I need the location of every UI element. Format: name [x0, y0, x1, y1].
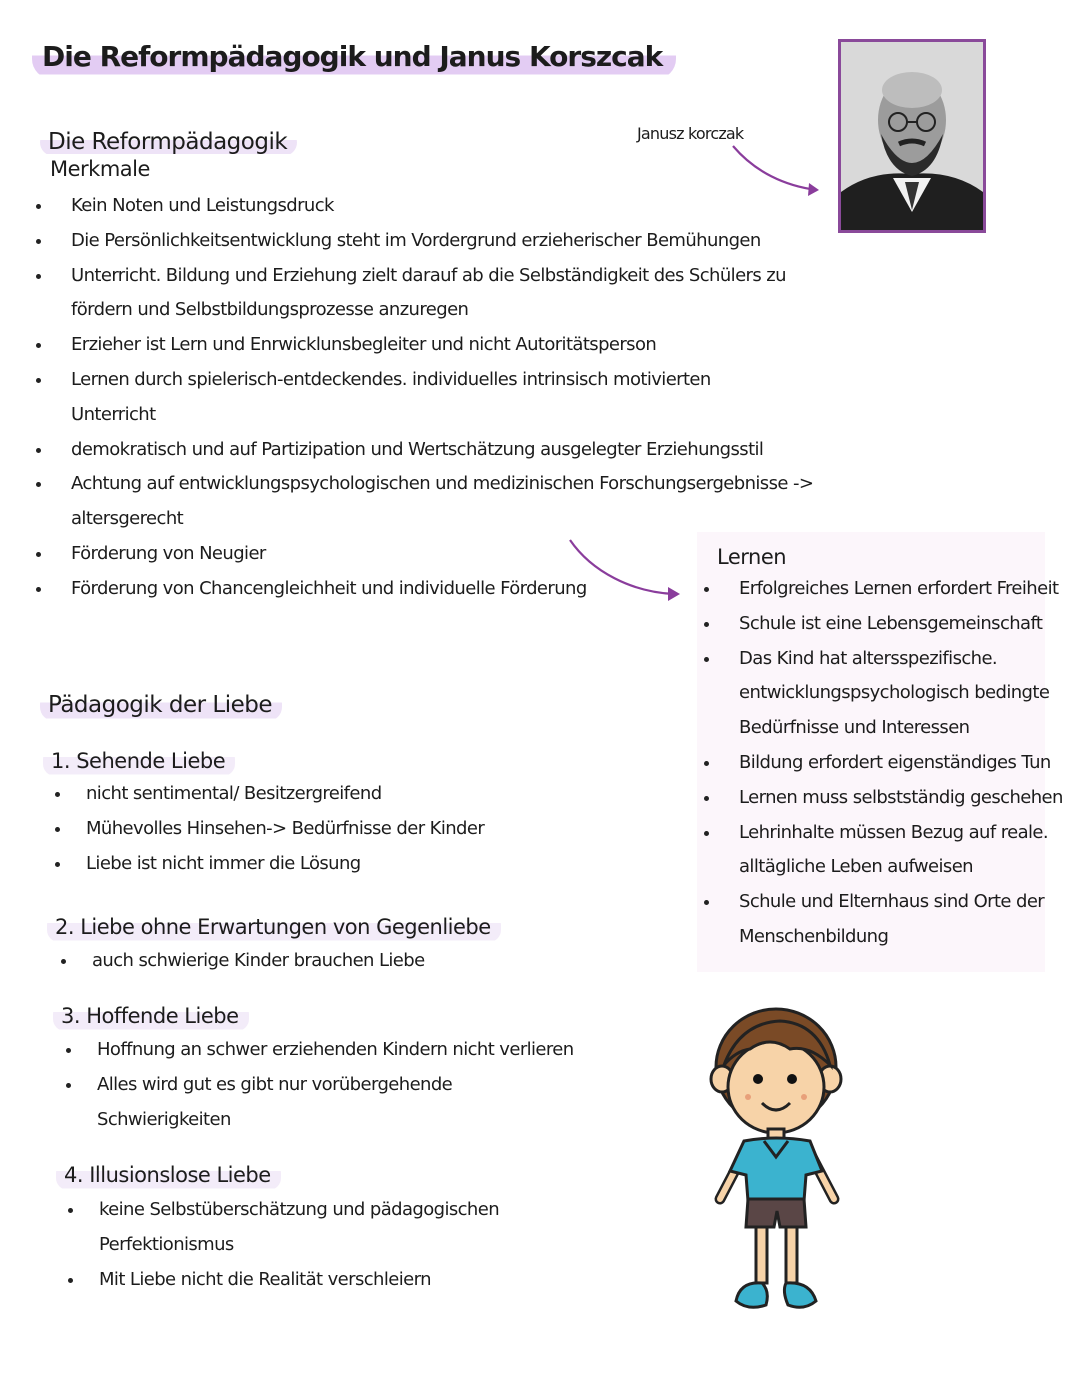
liebe-item — [97, 1068, 574, 1138]
lernen-item — [739, 816, 1063, 886]
lernen-item — [739, 572, 1063, 607]
photo-caption: Janusz korczak — [637, 124, 744, 143]
liebe-list-3 — [97, 1033, 574, 1137]
lernen-item — [739, 642, 1063, 746]
liebe-item — [99, 1263, 499, 1298]
boy-illustration-icon — [700, 1005, 860, 1325]
liebe-item — [86, 777, 484, 812]
liebe-item-text: Liebe ist nicht immer die Lösung — [86, 852, 361, 874]
liebe-section-2-title: 2. Liebe ohne Erwartungen von Gegenliebe — [47, 913, 501, 942]
reform-item — [71, 467, 813, 537]
lernen-item-text: Lernen muss selbstständig geschehen — [739, 786, 1063, 808]
page-title: Die Reformpädagogik und Janus Korszcak — [32, 36, 676, 79]
liebe-item-text: Schwierigkeiten — [97, 1108, 231, 1130]
reform-item — [71, 433, 813, 468]
reform-item-text: altersgerecht — [71, 508, 184, 530]
liebe-list-1 — [86, 777, 484, 881]
reform-item-text: Lernen durch spielerisch-entdeckendes. individuelles intrinsisch motivierten — [71, 368, 711, 390]
liebe-list-4 — [99, 1193, 499, 1297]
liebe-section-2 — [92, 944, 425, 979]
reform-item-text: Förderung von Neugier — [71, 542, 266, 564]
reform-item-text: fördern und Selbstbildungsprozesse anzuregen — [71, 299, 469, 321]
lernen-item — [739, 781, 1063, 816]
liebe-heading: Pädagogik der Liebe — [40, 690, 282, 721]
lernen-item-text: Bildung erfordert eigenständiges Tun — [739, 751, 1051, 773]
liebe-item-text: Mühevolles Hinsehen-> Bedürfnisse der Kinder — [86, 817, 485, 839]
reform-item-text: Unterricht — [71, 403, 156, 425]
liebe-item-text: keine Selbstüberschätzung und pädagogischen — [99, 1199, 500, 1220]
liebe-item-text: Mit Liebe nicht die Realität verschleiern — [99, 1268, 431, 1290]
reform-item-text: Achtung auf entwicklungspsychologischen und medizinischen Forschungsergebnisse -> — [71, 473, 814, 495]
lernen-item — [739, 746, 1063, 781]
lernen-item-text: Schule ist eine Lebensgemeinschaft — [739, 612, 1043, 634]
liebe-item-text: Hoffnung an schwer erziehenden Kindern nicht verlieren — [97, 1039, 574, 1060]
liebe-item-text: Perfektionismus — [99, 1233, 234, 1255]
liebe-item-text: Alles wird gut es gibt nur vorübergehende — [97, 1073, 453, 1095]
lernen-item-text: Erfolgreiches Lernen erfordert Freiheit — [739, 578, 1059, 599]
reform-item — [71, 189, 813, 224]
reform-item-text: demokratisch und auf Partizipation und Wertschätzung ausgelegter Erziehungsstil — [71, 438, 764, 460]
liebe-item — [86, 847, 484, 882]
reform-heading: Die Reformpädagogik — [40, 129, 297, 156]
reform-item — [71, 363, 813, 433]
reform-item — [71, 328, 813, 363]
liebe-item — [97, 1033, 574, 1068]
liebe-section-3 — [97, 1033, 574, 1137]
portrait-photo — [838, 39, 986, 233]
reform-item-text: Kein Noten und Leistungsdruck — [71, 195, 334, 216]
lernen-list-container — [739, 572, 1063, 955]
liebe-section-3-title: 3. Hoffende Liebe — [53, 1002, 249, 1031]
reform-item-text: Unterricht. Bildung und Erziehung zielt darauf ab die Selbständigkeit des Schülers zu — [71, 264, 786, 286]
portrait-icon — [841, 42, 983, 230]
reform-subheading: Merkmale — [50, 157, 150, 181]
lernen-item-text: Lehrinhalte müssen Bezug auf reale. — [739, 821, 1049, 843]
reform-item-text: Erzieher ist Lern und Enrwicklunsbegleiter und nicht Autoritätsperson — [71, 334, 657, 356]
liebe-list-2 — [92, 944, 425, 979]
lernen-list — [739, 572, 1063, 955]
lernen-item-text: Bedürfnisse und Interessen — [739, 717, 970, 739]
reform-item — [71, 259, 813, 329]
liebe-item-text: auch schwierige Kinder brauchen Liebe — [92, 950, 425, 971]
lernen-item-text: Das Kind hat altersspezifische. — [739, 647, 998, 669]
lernen-heading: Lernen — [717, 545, 787, 569]
lernen-item — [739, 885, 1063, 955]
lernen-arrow-icon — [562, 532, 692, 604]
liebe-item-text: nicht sentimental/ Besitzergreifend — [86, 783, 382, 804]
lernen-item-text: alltägliche Leben aufweisen — [739, 856, 973, 878]
liebe-section-4-title: 4. Illusionslose Liebe — [56, 1161, 281, 1190]
lernen-item-text: entwicklungspsychologisch bedingte — [739, 682, 1050, 704]
liebe-item — [92, 944, 425, 979]
reform-item-text: Die Persönlichkeitsentwicklung steht im Vordergrund erzieherischer Bemühungen — [71, 229, 761, 251]
liebe-item — [86, 812, 484, 847]
lernen-item-text: Schule und Elternhaus sind Orte der — [739, 891, 1045, 913]
caption-arrow-icon — [725, 140, 825, 200]
reform-item-text: Förderung von Chancengleichheit und individuelle Förderung — [71, 577, 587, 599]
liebe-section-1 — [86, 777, 484, 881]
liebe-section-1-title: 1. Sehende Liebe — [43, 747, 235, 776]
reform-item — [71, 224, 813, 259]
liebe-section-4 — [99, 1193, 499, 1297]
liebe-item — [99, 1193, 499, 1263]
lernen-item — [739, 607, 1063, 642]
lernen-item-text: Menschenbildung — [739, 925, 889, 947]
